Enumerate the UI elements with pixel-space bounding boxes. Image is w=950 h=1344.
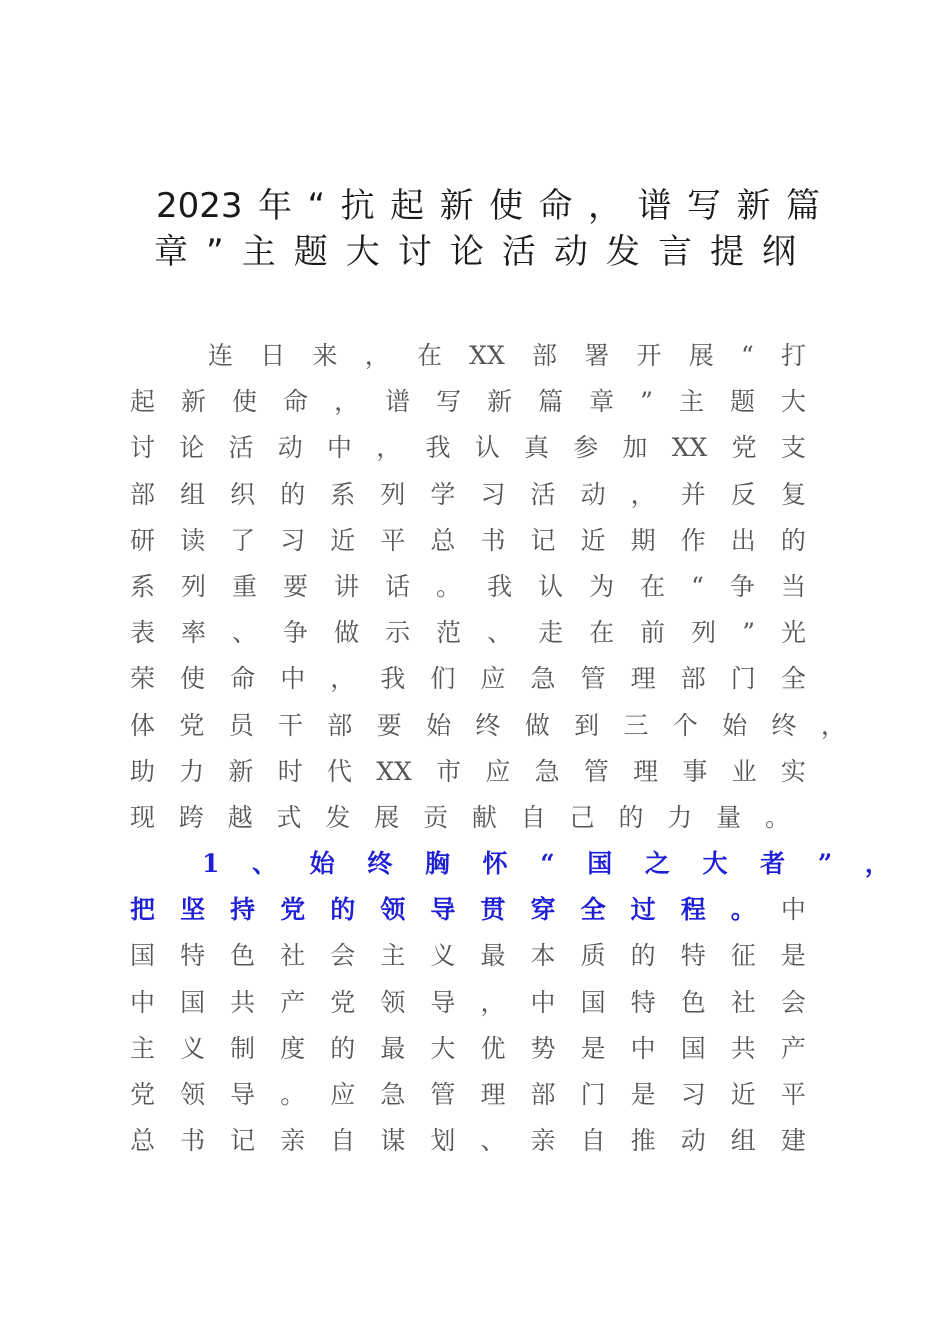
section-1-body-line-2: 中 国 共 产 党 领 导 ， 中 国 特 色 社 会 [130,987,806,1017]
paragraph-1-line-3: 讨 论 活 动 中 ， 我 认 真 参 加 XX 党 支 [130,433,806,463]
paragraph-1-line-7: 表 率 、 争 做 示 范 、 走 在 前 列 ” 光 [130,618,806,648]
document-title [130,183,820,275]
paragraph-1-line-10: 助 力 新 时 代 XX 市 应 急 管 理 事 业 实 [130,756,806,786]
paragraph-1-line-2: 起 新 使 命 ， 谱 写 新 篇 章 ” 主 题 大 [130,387,806,417]
paragraph-1-line-11: 现 跨 越 式 发 展 贡 献 自 己 的 力 量 。 [130,802,790,832]
paragraph-1-line-4: 部 组 织 的 系 列 学 习 活 动 ， 并 反 复 [130,479,806,509]
paragraph-1-line-1: 连 日 来 ， 在 XX 部 署 开 展 “ 打 [208,341,806,370]
section-1-heading-line-1: 1 、 始 终 胸 怀 “ 国 之 大 者 ” ， [202,849,890,879]
section-1-body-line-5: 总 书 记 亲 自 谋 划 、 亲 自 推 动 组 建 [130,1126,806,1156]
section-1-body-line-3: 主 义 制 度 的 最 大 优 势 是 中 国 共 产 [130,1033,806,1063]
paragraph-1-line-8: 荣 使 命 中 ， 我 们 应 急 管 理 部 门 全 [130,664,806,694]
section-1-body-line-4: 党 领 导 。 应 急 管 理 部 门 是 习 近 平 [130,1080,806,1109]
document-body [130,333,890,1164]
paragraph-1-line-5: 研 读 了 习 近 平 总 书 记 近 期 作 出 的 [130,525,806,555]
title-line-2: 章 ” 主 题 大 讨 论 活 动 发 言 提 纲 [154,232,796,272]
title-line-1: 2023 年 “ 抗 起 新 使 命 ， 谱 写 新 篇 [156,186,820,226]
section-1-heading-line-2: 把 坚 持 党 的 领 导 贯 穿 全 过 程 。 中 [130,895,806,925]
section-1-body-line-1: 国 特 色 社 会 主 义 最 本 质 的 特 征 是 [130,941,806,971]
paragraph-1-line-6: 系 列 重 要 讲 话 。 我 认 为 在 “ 争 当 [130,571,806,601]
paragraph-1-line-9: 体 党 员 干 部 要 始 终 做 到 三 个 始 终 ， [130,710,846,740]
